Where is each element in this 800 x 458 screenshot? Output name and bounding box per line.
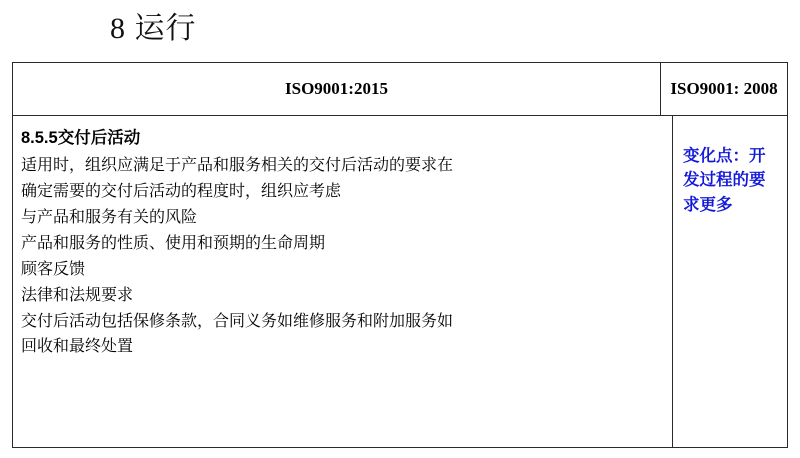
change-note-cell [673,116,787,447]
table-header-row [13,63,787,116]
clause-body-line: 法律和法规要求 [21,286,134,304]
clause-body-line: 顾客反馈 [21,260,86,278]
clause-body-line: 适用时，组织应满足于产品和服务相关的交付后活动的要求在 [21,157,454,175]
clause-content-cell [13,116,673,447]
change-note-text: 变化点：开发过程的要求更多 [683,146,766,214]
page-title: 8 运行 [110,12,197,45]
table-row [13,116,787,447]
clause-body-line: 与产品和服务有关的风险 [21,208,198,226]
clause-heading: 8.5.5交付后活动 [21,128,141,147]
comparison-table [12,62,788,448]
column-header-iso-2015: ISO9001:2015 [13,63,661,115]
clause-body-line: 确定需要的交付后活动的程度时，组织应考虑 [21,182,342,200]
clause-body-line: 回收和最终处置 [21,338,134,356]
clause-body-line: 交付后活动包括保修条款，合同义务如维修服务和附加服务如 [21,312,454,330]
clause-body-line: 产品和服务的性质、使用和预期的生命周期 [21,234,326,252]
column-header-iso-2008: ISO9001: 2008 [670,78,778,98]
